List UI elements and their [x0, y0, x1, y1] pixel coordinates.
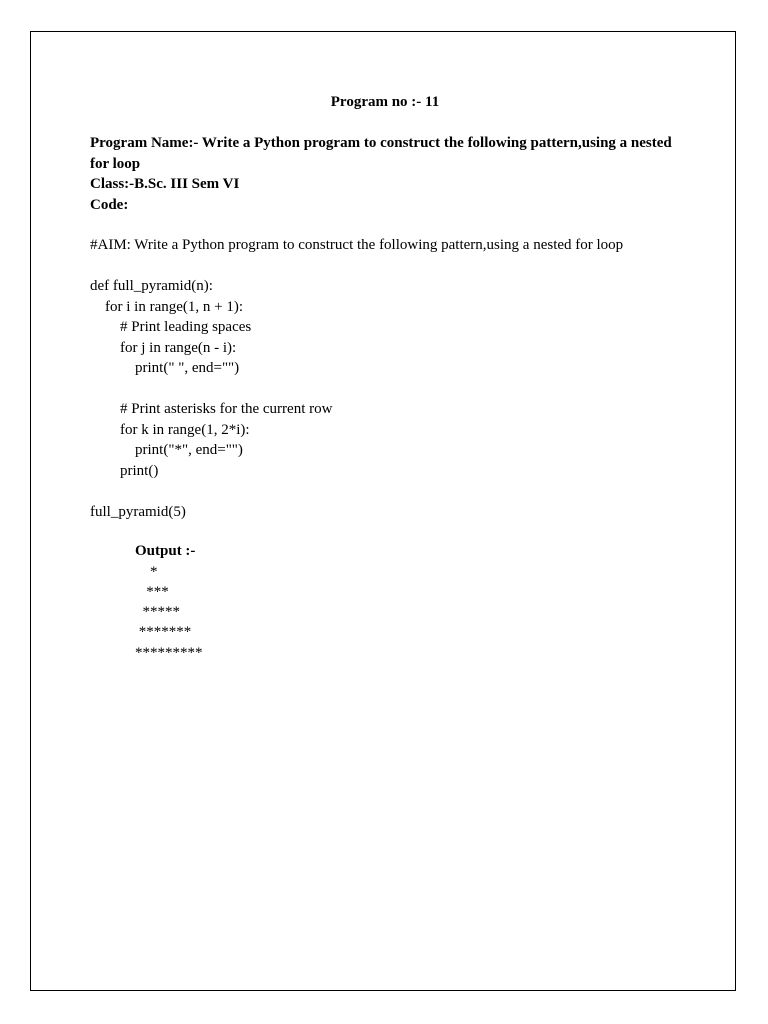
code-line — [90, 481, 332, 502]
output-line: * — [135, 563, 158, 580]
code-line — [90, 379, 332, 400]
code-line: print() — [90, 462, 159, 479]
code-line: for i in range(1, n + 1): — [90, 298, 244, 315]
output-section — [135, 541, 203, 663]
code-line: # Print leading spaces — [90, 319, 252, 335]
output-line: ******* — [135, 624, 192, 641]
code-line: print("*", end="") — [90, 442, 243, 458]
code-heading: Code: — [90, 196, 129, 213]
code-line: for j in range(n - i): — [90, 339, 237, 356]
program-name-line-2: for loop — [90, 155, 141, 172]
output-line: ***** — [135, 604, 180, 621]
program-title: Program no :- 11 — [330, 94, 440, 110]
code-line: # Print asterisks for the current row — [90, 401, 333, 417]
output-line: ********* — [135, 644, 203, 661]
code-line: def full_pyramid(n): — [90, 278, 213, 294]
output-line: *** — [135, 583, 169, 600]
code-block — [90, 276, 332, 522]
aim-statement: #AIM: Write a Python program to construct the following pattern,using a nested for loop — [90, 237, 624, 253]
code-line: print(" ", end="") — [90, 360, 240, 376]
output-label: Output :- — [135, 543, 196, 559]
program-meta — [90, 133, 690, 215]
code-line: for k in range(1, 2*i): — [90, 421, 250, 438]
code-line: full_pyramid(5) — [90, 503, 186, 520]
class-line: Class:-B.Sc. III Sem VI — [90, 176, 240, 192]
program-name-line-1: Program Name:- Write a Python program to construct the following pattern,using a nested — [90, 135, 672, 151]
